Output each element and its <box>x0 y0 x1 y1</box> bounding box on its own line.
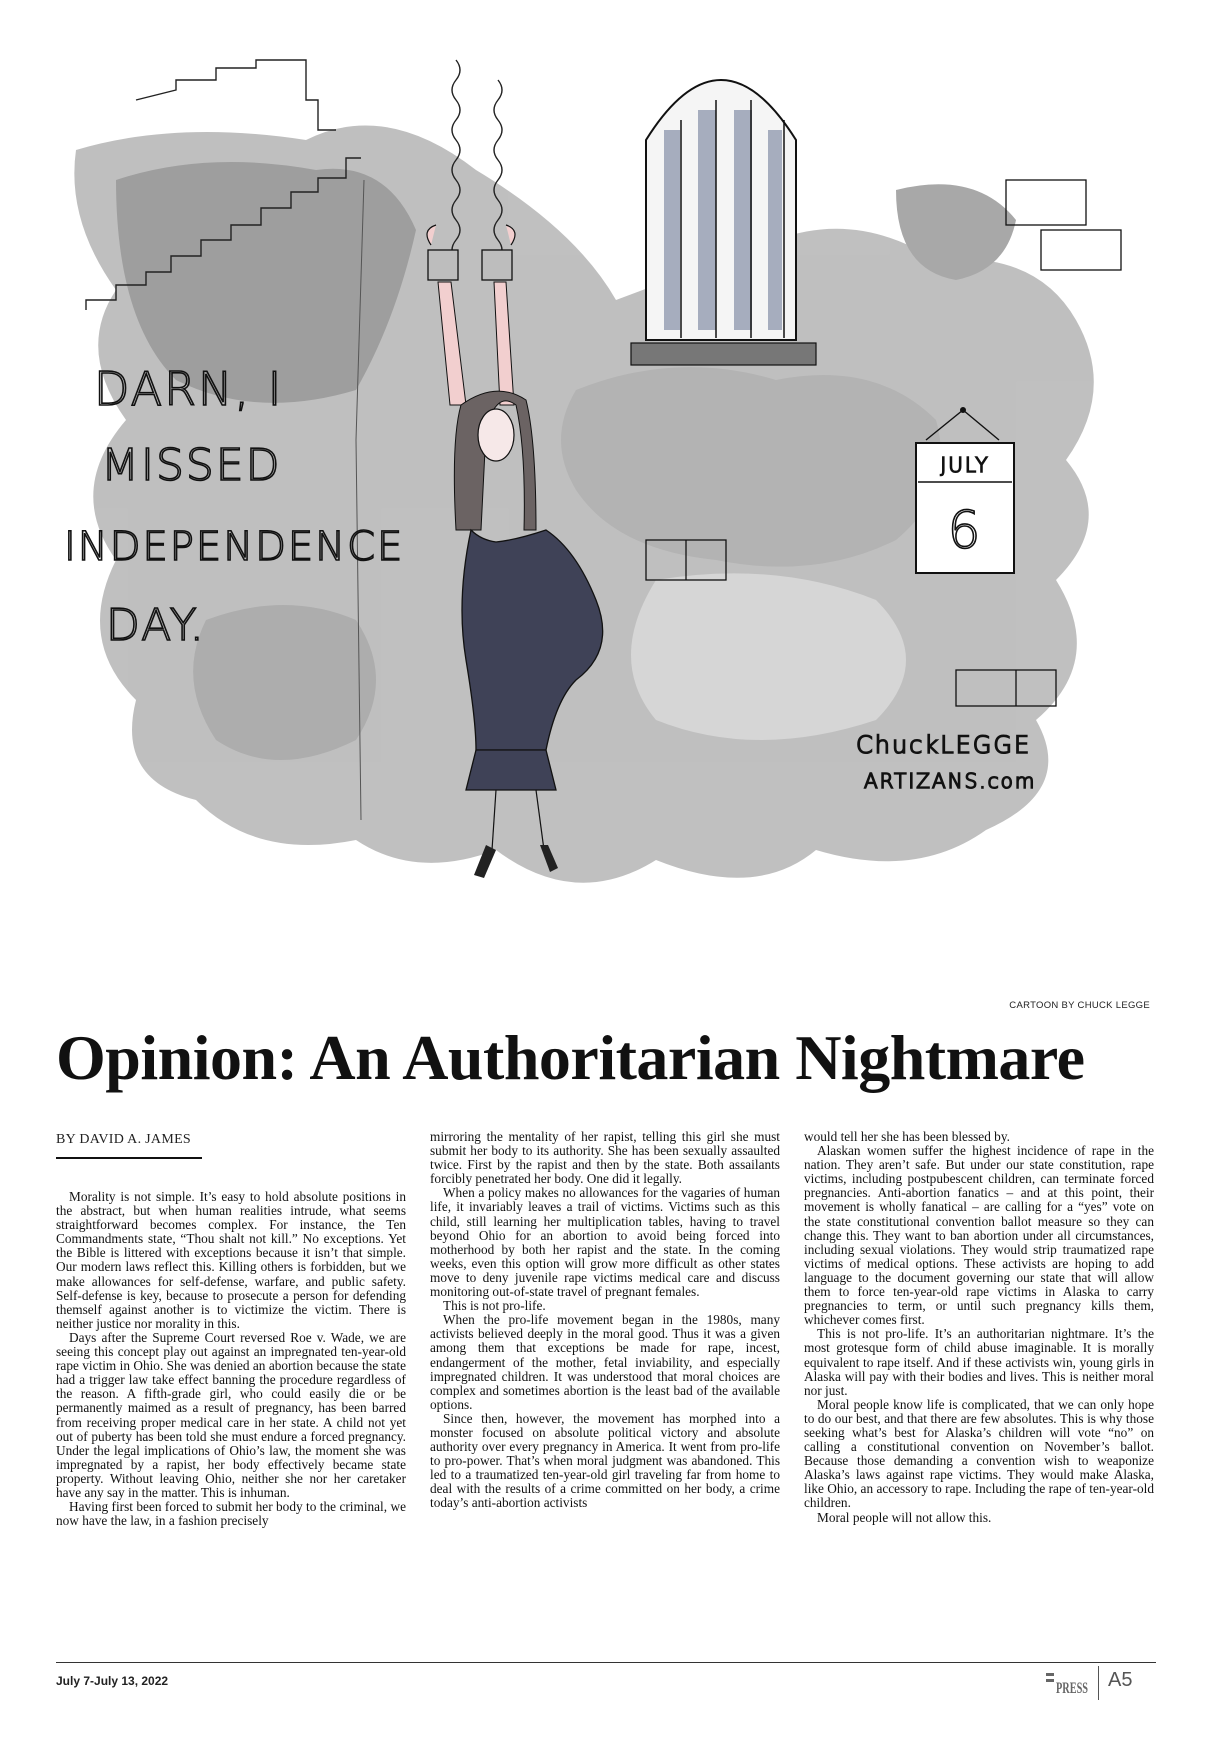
editorial-cartoon <box>56 60 1156 990</box>
staircase-upper <box>136 60 336 130</box>
footer-rule <box>56 1662 1156 1663</box>
speech-line-4: DAY. <box>106 600 206 651</box>
paragraph: Moral people know life is complicated, that we can only hope to do our best, and that there are few absolutes. This is why those seeking what’s best for Alaska’s children will vote “no” on calling a constitutional convention on November’s ballot. Because those demanding a convention wish to weaponize Alaska’s laws against rape victims. They would make Alaska, like Ohio, an accessory to rape. Including the rape of ten-year-old children. <box>804 1396 1154 1511</box>
paragraph: Morality is not simple. It’s easy to hold absolute positions in the abstract, but when human realities intrude, what seems straightforward becomes complex. For instance, the Ten Commandments state, “Thou shalt not kill.” No exceptions. Yet the Bible is littered with exceptions because it isn’t that simple. Our modern laws reflect this. Killing others is forbidden, but we make allowances for self-defense, warfare, and public safety. Self-defense is key, because to prosecute a person for defending themself against another is to victimize the victim. There is neither justice nor morality in this. <box>56 1189 406 1331</box>
calendar-day: 6 <box>947 501 983 561</box>
speech-line-3: INDEPENDENCE <box>64 524 405 570</box>
page-number: A5 <box>1108 1669 1133 1691</box>
signature-line-2: ARTIZANS.com <box>864 769 1037 793</box>
paragraph: When the pro-life movement began in the 1980s, many activists believed deeply in the moral good. Thus it was a given among them that exceptions be made for rape, incest, endangerment of the mother, fetal inviability, and especially impregnated children. It was understood that moral choices are complex and sometimes abortion is the least bad of the available options. <box>430 1312 780 1412</box>
speech-line-2: MISSED <box>101 440 282 491</box>
press-logo <box>1046 1669 1088 1699</box>
signature-line-1: ChuckLEGGE <box>856 731 1032 759</box>
article-column-2 <box>430 1130 780 1511</box>
speech-line-1: DARN, I <box>94 362 284 416</box>
paragraph: Moral people will not allow this. <box>817 1509 992 1525</box>
paragraph: When a policy makes no allowances for the vagaries of human life, it invariably leaves a trail of victims. Victims such as this child, still learning her multiplication tables, having to travel beyond Ohio for an abortion to avoid being forced into motherhood by both her rapist and the state. In the coming weeks, even this option will grow more difficult as other states move to deny juvenile rape victims medical care and discuss monitoring out-of-state travel of pregnant females. <box>430 1185 780 1300</box>
paragraph: mirroring the mentality of her rapist, telling this girl she must submit her body to its authority. She has been sexually assaulted twice. First by the rapist and then by the state. Both assailants forcibly penetrated her body. One did it legally. <box>430 1129 780 1187</box>
byline: BY DAVID A. JAMES <box>56 1132 192 1147</box>
paragraph: Days after the Supreme Court reversed Roe v. Wade, we are seeing this concept play out against an impregnated ten-year-old rape victim in Ohio. She was denied an abortion because the state had a trigger law take effect banning the procedure regardless of the reason. A fifth-grade girl, who could easily die or be permanently maimed as a result of pregnancy, has been barred from receiving proper medical care in her state. A child not yet out of puberty has been told she must endure a forced pregnancy. Under the legal implications of Ohio’s law, the moment she was impregnated by a rapist, her body effectively became state property. Without leaving Ohio, neither she nor her caretaker have any say in the matter. This is inhuman. <box>56 1329 406 1500</box>
article-headline: Opinion: An Authoritarian Nightmare <box>56 1022 1085 1093</box>
calendar-month: JULY <box>940 453 990 477</box>
paragraph: Alaskan women suffer the highest incidence of rape in the nation. They aren’t safe. But under our state constitution, rape victims, including postpubescent children, can terminate forced pregnancies. Anti-abortion fanatics – and at this point, their movement is wholly fanatical – are calling for a “yes” vote on the state constitutional convention ballot measure so they can change this. They want to ban abortion under all circumstances, including sexual violations. They would strip traumatized rape victims of medical options. These activists are hoping to add language to the document governing our state that will allow them to force ten-year-old rape victims in Alaska to carry pregnancies to term, or until such pregnancy kills them, whichever comes first. <box>804 1143 1154 1328</box>
article-column-1 <box>56 1190 406 1528</box>
cartoon-illustration <box>56 60 1156 990</box>
barred-window <box>631 80 816 365</box>
issue-date: July 7-July 13, 2022 <box>56 1674 169 1688</box>
paragraph: This is not pro-life. It’s an authoritarian nightmare. It’s the most grotesque form of child abuse imaginable. It is morally equivalent to rape itself. And if these activists win, young girls in Alaska will pay with their bodies and lives. This is neither moral nor just. <box>804 1326 1154 1398</box>
paragraph: This is not pro-life. <box>443 1298 546 1314</box>
cartoon-credit: CARTOON BY CHUCK LEGGE <box>1009 1000 1150 1011</box>
press-logo-text: PRESS <box>1056 1680 1089 1697</box>
paragraph: Since then, however, the movement has morphed into a monster focused on absolute political victory and absolute authority over every pregnancy in America. It went from pro-life to pro-power. That’s when moral judgment was abandoned. This led to a traumatized ten-year-old girl traveling far from home to deal with the results of a crime committed on her body, a crime today’s anti-abortion activists <box>430 1410 780 1511</box>
byline-rule <box>56 1157 202 1159</box>
paragraph: would tell her she has been blessed by. <box>804 1129 1010 1144</box>
paragraph: Having first been forced to submit her body to the criminal, we now have the law, in a fashion precisely <box>56 1499 406 1529</box>
footer-separator <box>1098 1666 1099 1700</box>
article-column-3 <box>804 1130 1154 1525</box>
